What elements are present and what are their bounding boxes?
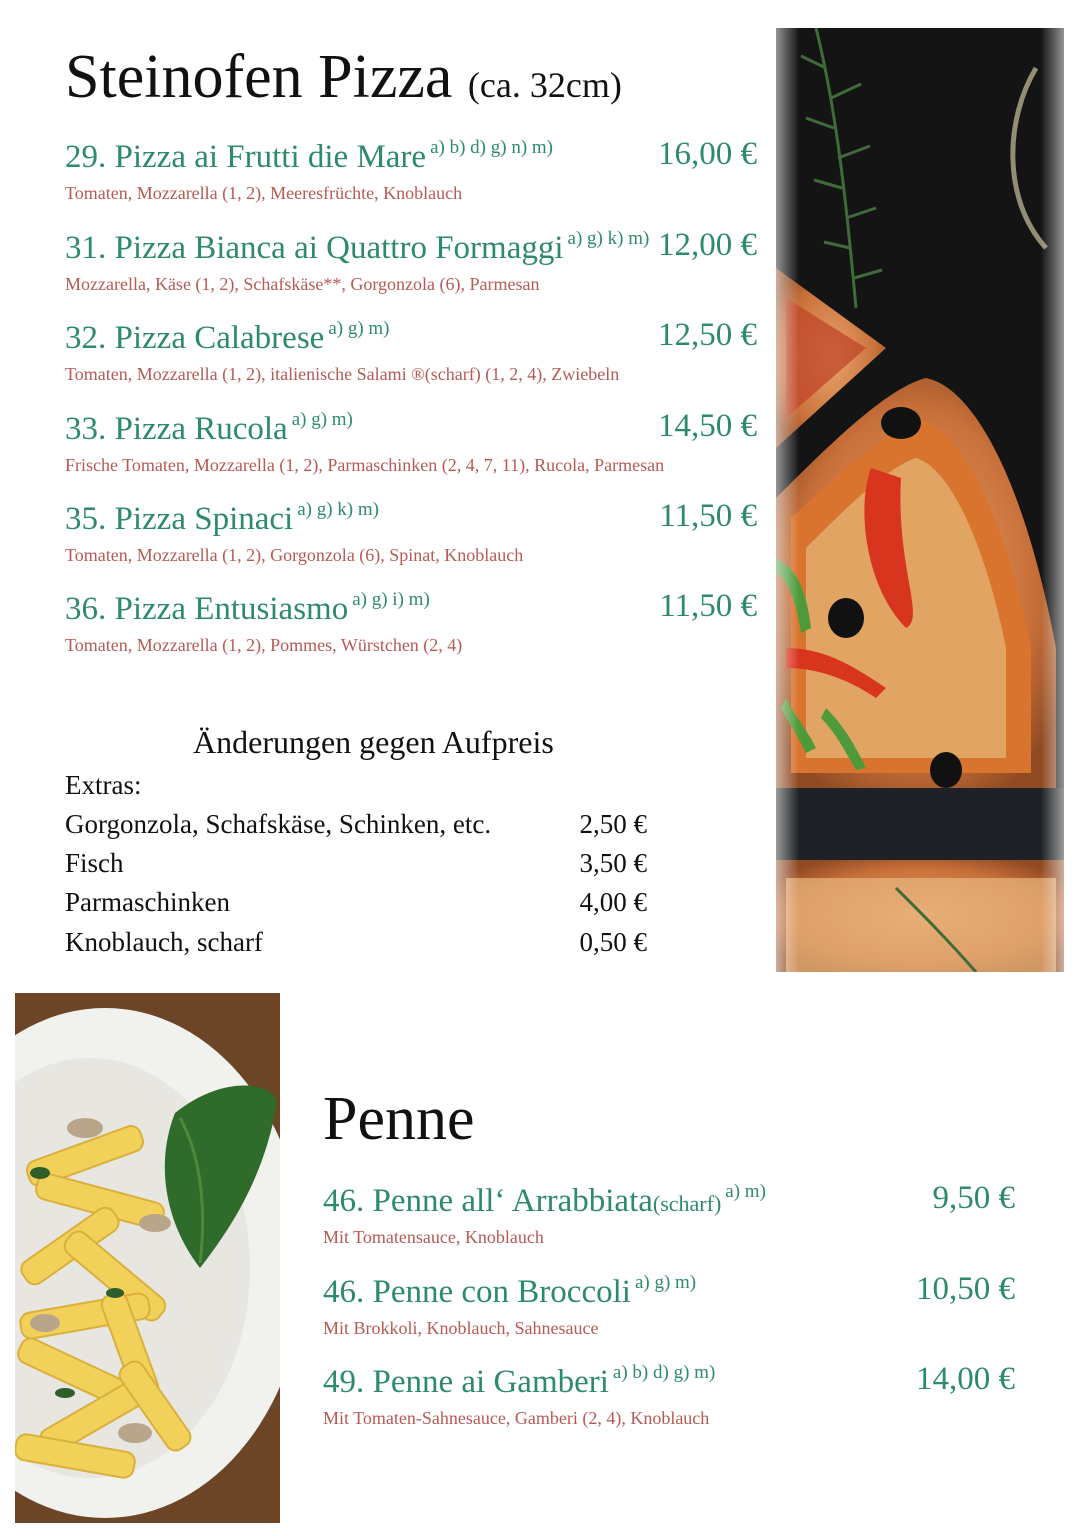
pizza-title: Steinofen Pizza <box>65 43 453 111</box>
item-price: 11,50 € <box>659 498 757 534</box>
extra-price: 0,50 € <box>579 927 647 957</box>
allergen-codes: a) g) i) m) <box>352 589 430 610</box>
item-name: 32. Pizza Calabrese <box>65 320 325 356</box>
extras-heading: Änderungen gegen Aufpreis <box>193 724 554 760</box>
item-description: Frische Tomaten, Mozzarella (1, 2), Parmaschinken (2, 4, 7, 11), Rucola, Parmesan <box>65 455 665 475</box>
menu-item-penne-arrabbiata <box>323 1182 1015 1252</box>
item-description: Tomaten, Mozzarella (1, 2), Gorgonzola (6), Spinat, Knoblauch <box>65 545 524 565</box>
item-price: 9,50 € <box>932 1180 1015 1216</box>
allergen-codes: a) g) m) <box>291 409 353 430</box>
item-note: (scharf) <box>652 1191 722 1216</box>
extra-price: 3,50 € <box>579 848 647 878</box>
extra-name: Gorgonzola, Schafskäse, Schinken, etc. <box>65 809 492 839</box>
item-name: 35. Pizza Spinaci <box>65 501 294 537</box>
item-description: Tomaten, Mozzarella (1, 2), Meeresfrüchte, Knoblauch <box>65 183 463 203</box>
allergen-codes: a) g) k) m) <box>567 228 650 249</box>
allergen-codes: a) b) d) g) n) m) <box>430 137 554 158</box>
menu-item-penne-gamberi <box>323 1363 1015 1433</box>
pizza-section-title <box>65 43 622 111</box>
item-price: 14,00 € <box>916 1361 1015 1397</box>
menu-item-pizza-29 <box>65 138 757 208</box>
item-description: Tomaten, Mozzarella (1, 2), Pommes, Würstchen (2, 4) <box>65 635 463 655</box>
item-price: 14,50 € <box>658 408 757 444</box>
item-price: 10,50 € <box>916 1271 1015 1307</box>
item-description: Mit Brokkoli, Knoblauch, Sahnesauce <box>323 1318 599 1338</box>
extra-name: Fisch <box>65 848 124 878</box>
menu-item-pizza-33 <box>65 410 757 480</box>
pizza-photo <box>776 28 1064 972</box>
menu-item-pizza-36 <box>65 590 757 660</box>
menu-item-penne-broccoli <box>323 1273 1015 1343</box>
extra-row <box>65 850 647 880</box>
penne-title: Penne <box>323 1085 475 1153</box>
extra-row <box>65 889 647 919</box>
item-price: 11,50 € <box>659 588 757 624</box>
allergen-codes: a) g) k) m) <box>297 499 379 520</box>
extra-row <box>65 929 647 959</box>
item-name: 31. Pizza Bianca ai Quattro Formaggi <box>65 230 564 266</box>
extra-row <box>65 811 647 841</box>
item-name: 46. Penne all‘ Arrabbiata <box>323 1183 653 1219</box>
allergen-codes: a) g) m) <box>634 1272 697 1293</box>
item-name: 33. Pizza Rucola <box>65 411 288 447</box>
item-price: 12,50 € <box>658 317 757 353</box>
allergen-codes: a) m) <box>725 1181 766 1202</box>
menu-item-pizza-32 <box>65 319 757 389</box>
item-price: 12,00 € <box>658 227 757 263</box>
allergen-codes: a) g) m) <box>328 318 390 339</box>
extras-label: Extras: <box>65 770 142 800</box>
item-description: Tomaten, Mozzarella (1, 2), italienische Salami ®(scharf) (1, 2, 4), Zwiebeln <box>65 364 620 384</box>
menu-item-pizza-31 <box>65 229 757 299</box>
extra-name: Knoblauch, scharf <box>65 927 263 957</box>
menu-item-pizza-35 <box>65 500 757 570</box>
item-name: 46. Penne con Broccoli <box>323 1274 631 1310</box>
extra-name: Parmaschinken <box>65 887 230 917</box>
item-name: 36. Pizza Entusiasmo <box>65 591 349 627</box>
item-price: 16,00 € <box>658 136 757 172</box>
item-name: 49. Penne ai Gamberi <box>323 1364 609 1400</box>
pasta-photo <box>15 993 280 1523</box>
item-description: Mozzarella, Käse (1, 2), Schafskäse**, Gorgonzola (6), Parmesan <box>65 274 540 294</box>
extra-price: 4,00 € <box>579 887 647 917</box>
item-description: Mit Tomatensauce, Knoblauch <box>323 1227 544 1247</box>
item-description: Mit Tomaten-Sahnesauce, Gamberi (2, 4), Knoblauch <box>323 1408 710 1428</box>
item-name: 29. Pizza ai Frutti die Mare <box>65 139 427 175</box>
allergen-codes: a) b) d) g) m) <box>612 1362 716 1383</box>
extra-price: 2,50 € <box>579 809 647 839</box>
pizza-size-note: (ca. 32cm) <box>467 65 622 105</box>
